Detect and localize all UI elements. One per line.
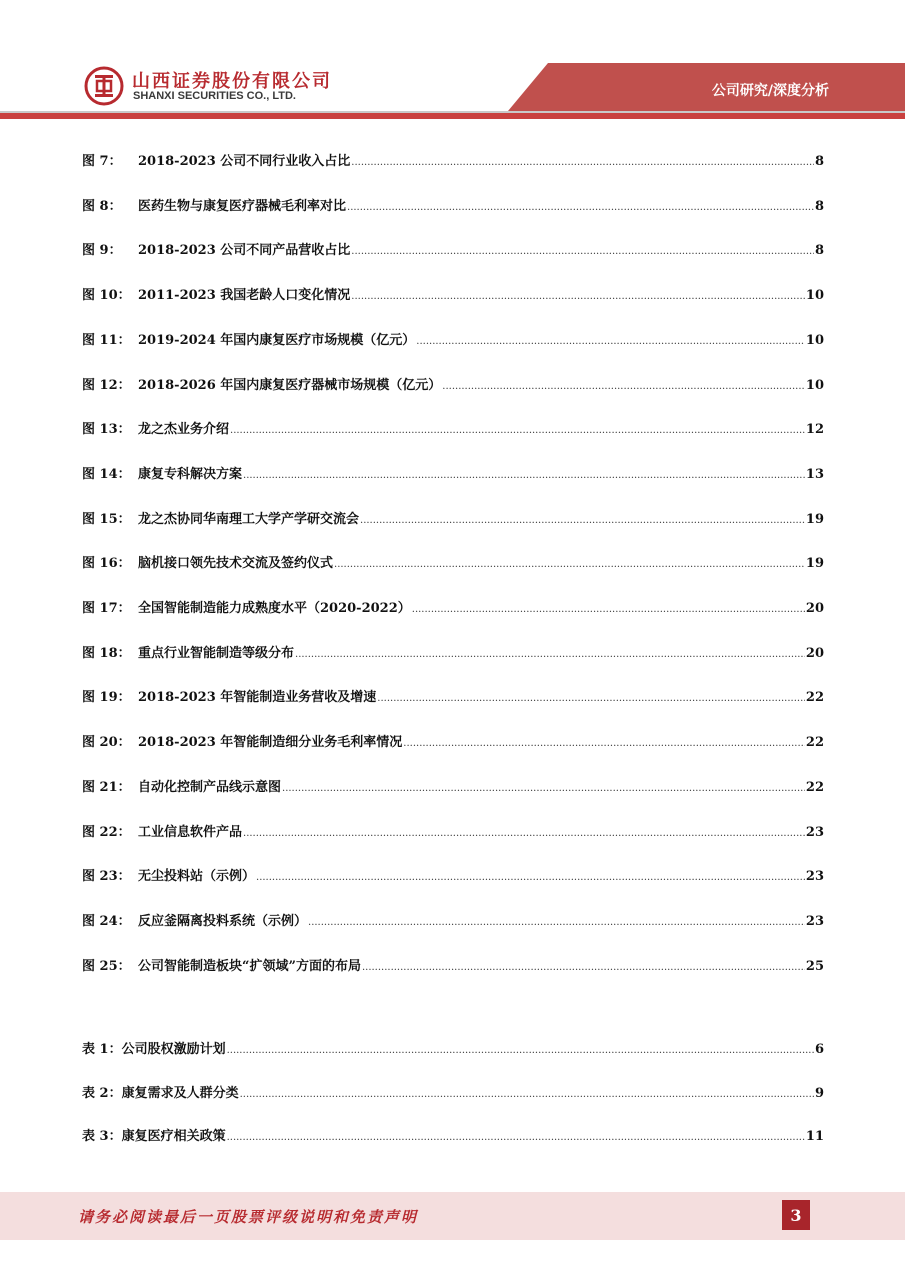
figure-toc-entry[interactable]	[82, 329, 824, 351]
entry-label: 图 25：	[82, 958, 131, 974]
entry-title: 全国智能制造能力成熟度水平（2020-2022）	[138, 601, 411, 616]
figure-toc-entry[interactable]	[82, 463, 824, 485]
entry-label: 图 18：	[82, 645, 131, 661]
entry-title: 2018-2023 公司不同产品营收占比	[138, 243, 351, 259]
dot-leader	[442, 381, 805, 392]
entry-label: 图 11：	[82, 332, 131, 348]
entry-page-number: 19	[805, 511, 824, 527]
entry-label: 图 23：	[82, 869, 131, 885]
entry-title: 康复专科解决方案	[138, 466, 243, 482]
figure-toc-entry[interactable]	[82, 374, 824, 396]
figure-toc-entry[interactable]	[82, 955, 824, 977]
table-toc-entry[interactable]	[82, 1038, 824, 1060]
entry-label: 图 22：	[82, 824, 131, 840]
entry-label: 图 15：	[82, 511, 131, 527]
dot-leader	[243, 470, 805, 481]
dot-leader	[351, 291, 805, 302]
entry-label: 表 3：	[82, 1129, 122, 1144]
dot-leader	[360, 515, 805, 526]
entry-page-number: 9	[814, 1085, 824, 1101]
entry-title: 公司股权激励计划	[121, 1042, 226, 1057]
entry-label: 图 7：	[82, 154, 122, 169]
figure-toc-entry[interactable]	[82, 865, 824, 887]
dot-leader	[351, 157, 814, 168]
figure-toc-entry[interactable]	[82, 776, 824, 798]
dot-leader	[377, 693, 805, 704]
entry-label: 图 10：	[82, 288, 131, 304]
dot-leader	[347, 202, 814, 213]
figure-toc-entry[interactable]	[82, 552, 824, 574]
entry-title: 龙之杰协同华南理工大学产学研交流会	[138, 511, 360, 527]
dot-leader	[243, 828, 805, 839]
report-type-label: 公司研究/深度分析	[711, 83, 829, 99]
dot-leader	[256, 872, 805, 883]
entry-title: 脑机接口领先技术交流及签约仪式	[138, 556, 334, 572]
entry-label: 图 12：	[82, 377, 131, 393]
entry-title: 龙之杰业务介绍	[138, 422, 230, 438]
entry-title: 康复医疗相关政策	[121, 1129, 226, 1144]
entry-title: 自动化控制产品线示意图	[138, 779, 282, 795]
dot-leader	[282, 783, 805, 794]
dot-leader	[351, 246, 814, 257]
figure-toc-entry[interactable]	[82, 239, 824, 261]
entry-title: 2018-2026 年国内康复医疗器械市场规模（亿元）	[138, 377, 442, 393]
figure-toc-entry[interactable]	[82, 731, 824, 753]
dot-leader	[227, 1132, 805, 1143]
entry-label: 图 17：	[82, 601, 131, 616]
entry-label: 图 20：	[82, 735, 131, 751]
dot-leader	[295, 649, 805, 660]
entry-title: 2011-2023 我国老龄人口变化情况	[138, 288, 351, 304]
figure-toc-entry[interactable]	[82, 508, 824, 530]
dot-leader	[334, 559, 805, 570]
entry-page-number: 8	[814, 198, 824, 214]
dot-leader	[240, 1089, 814, 1100]
header-banner	[0, 0, 905, 120]
entry-label: 图 8：	[82, 198, 122, 214]
entry-label: 表 1：	[82, 1042, 122, 1057]
entry-label: 图 13：	[82, 422, 131, 438]
company-name-cn: 山西证券股份有限公司	[132, 71, 332, 92]
figure-toc-entry[interactable]	[82, 910, 824, 932]
entry-title: 反应釜隔离投料系统（示例）	[138, 913, 308, 929]
entry-page-number: 22	[805, 690, 824, 706]
entry-title: 工业信息软件产品	[138, 824, 243, 840]
figure-toc-entry[interactable]	[82, 686, 824, 708]
entry-page-number: 12	[805, 422, 824, 438]
disclaimer-notice: 请务必阅读最后一页股票评级说明和免责声明	[78, 1208, 419, 1226]
entry-label: 图 14：	[82, 466, 131, 482]
entry-title: 重点行业智能制造等级分布	[138, 645, 295, 661]
page-number: 3	[782, 1200, 810, 1230]
entry-page-number: 11	[805, 1129, 824, 1144]
figure-toc-entry[interactable]	[82, 597, 824, 619]
entry-page-number: 20	[805, 601, 824, 616]
entry-label: 图 19：	[82, 690, 131, 706]
dot-leader	[403, 738, 805, 749]
entry-page-number: 10	[805, 288, 824, 304]
entry-label: 图 9：	[82, 243, 122, 259]
entry-page-number: 22	[805, 735, 824, 751]
entry-label: 图 16：	[82, 556, 131, 572]
company-name-en: SHANXI SECURITIES CO., LTD.	[133, 90, 296, 102]
entry-page-number: 23	[805, 869, 824, 885]
entry-page-number: 13	[805, 466, 824, 482]
figure-toc-entry[interactable]	[82, 642, 824, 664]
dot-leader	[308, 917, 805, 928]
entry-title: 公司智能制造板块“扩领域”方面的布局	[138, 958, 361, 974]
figure-toc-entry[interactable]	[82, 150, 824, 172]
entry-label: 图 21：	[82, 779, 131, 795]
entry-page-number: 19	[805, 556, 824, 572]
entry-title: 2018-2023 年智能制造业务营收及增速	[138, 690, 377, 706]
entry-page-number: 23	[805, 824, 824, 840]
dot-leader	[412, 604, 805, 615]
entry-page-number: 23	[805, 913, 824, 929]
figure-toc-entry[interactable]	[82, 821, 824, 843]
entry-page-number: 10	[805, 377, 824, 393]
entry-page-number: 10	[805, 332, 824, 348]
entry-title: 2019-2024 年国内康复医疗市场规模（亿元）	[138, 332, 416, 348]
figure-toc-entry[interactable]	[82, 418, 824, 440]
entry-page-number: 25	[805, 958, 824, 974]
figure-toc-entry[interactable]	[82, 195, 824, 217]
entry-page-number: 6	[814, 1042, 824, 1057]
dot-leader	[230, 425, 805, 436]
table-toc-entry[interactable]	[82, 1125, 824, 1147]
entry-label: 表 2：	[82, 1085, 122, 1101]
dot-leader	[362, 962, 805, 973]
entry-page-number: 20	[805, 645, 824, 661]
entry-title: 2018-2023 公司不同行业收入占比	[138, 154, 351, 169]
entry-title: 康复需求及人群分类	[121, 1085, 239, 1101]
dot-leader	[227, 1045, 814, 1056]
page-footer	[0, 1192, 905, 1240]
entry-page-number: 8	[814, 243, 824, 259]
table-toc-entry[interactable]	[82, 1082, 824, 1104]
figure-toc-entry[interactable]	[82, 284, 824, 306]
entry-label: 图 24：	[82, 913, 131, 929]
shanxi-securities-logo-icon	[84, 66, 124, 106]
entry-title: 医药生物与康复医疗器械毛利率对比	[138, 198, 347, 214]
entry-page-number: 8	[814, 154, 824, 169]
entry-title: 无尘投料站（示例）	[138, 869, 256, 885]
page-header	[0, 0, 905, 120]
entry-title: 2018-2023 年智能制造细分业务毛利率情况	[138, 735, 403, 751]
entry-page-number: 22	[805, 779, 824, 795]
dot-leader	[416, 336, 805, 347]
